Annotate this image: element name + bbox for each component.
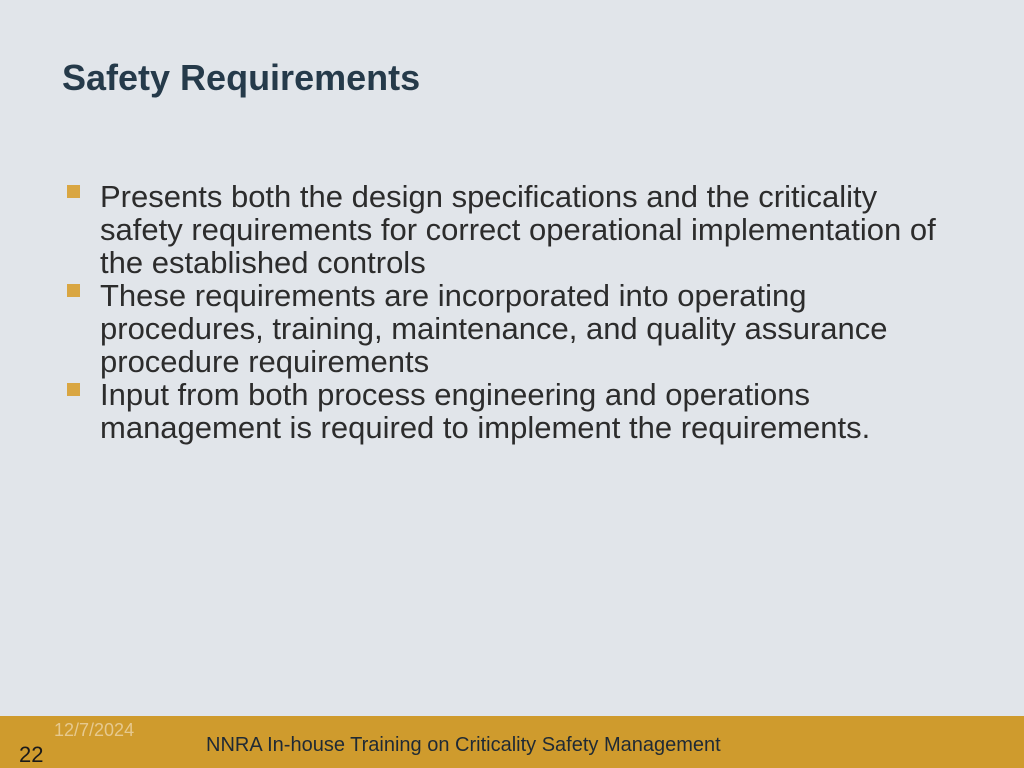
bullet-list — [62, 180, 962, 444]
footer-text: NNRA In-house Training on Criticality Safety Management — [206, 734, 721, 756]
bullet-item — [62, 378, 962, 444]
slide-number: 22 — [19, 742, 44, 767]
square-bullet-icon — [67, 383, 80, 396]
bullet-item — [62, 180, 962, 279]
bullet-text: Presents both the design specifications and the criticality safety requirements for correct operational implementation of the established controls — [100, 179, 936, 280]
square-bullet-icon — [67, 284, 80, 297]
footer-bar — [0, 716, 1024, 768]
square-bullet-icon — [67, 185, 80, 198]
footer-date: 12/7/2024 — [54, 720, 135, 740]
bullet-text: These requirements are incorporated into operating procedures, training, maintenance, and quality assurance procedure requirements — [100, 278, 888, 379]
slide-title: Safety Requirements — [62, 57, 421, 98]
bullet-text: Input from both process engineering and operations management is required to implement the requirements. — [100, 377, 871, 445]
bullet-item — [62, 279, 962, 378]
